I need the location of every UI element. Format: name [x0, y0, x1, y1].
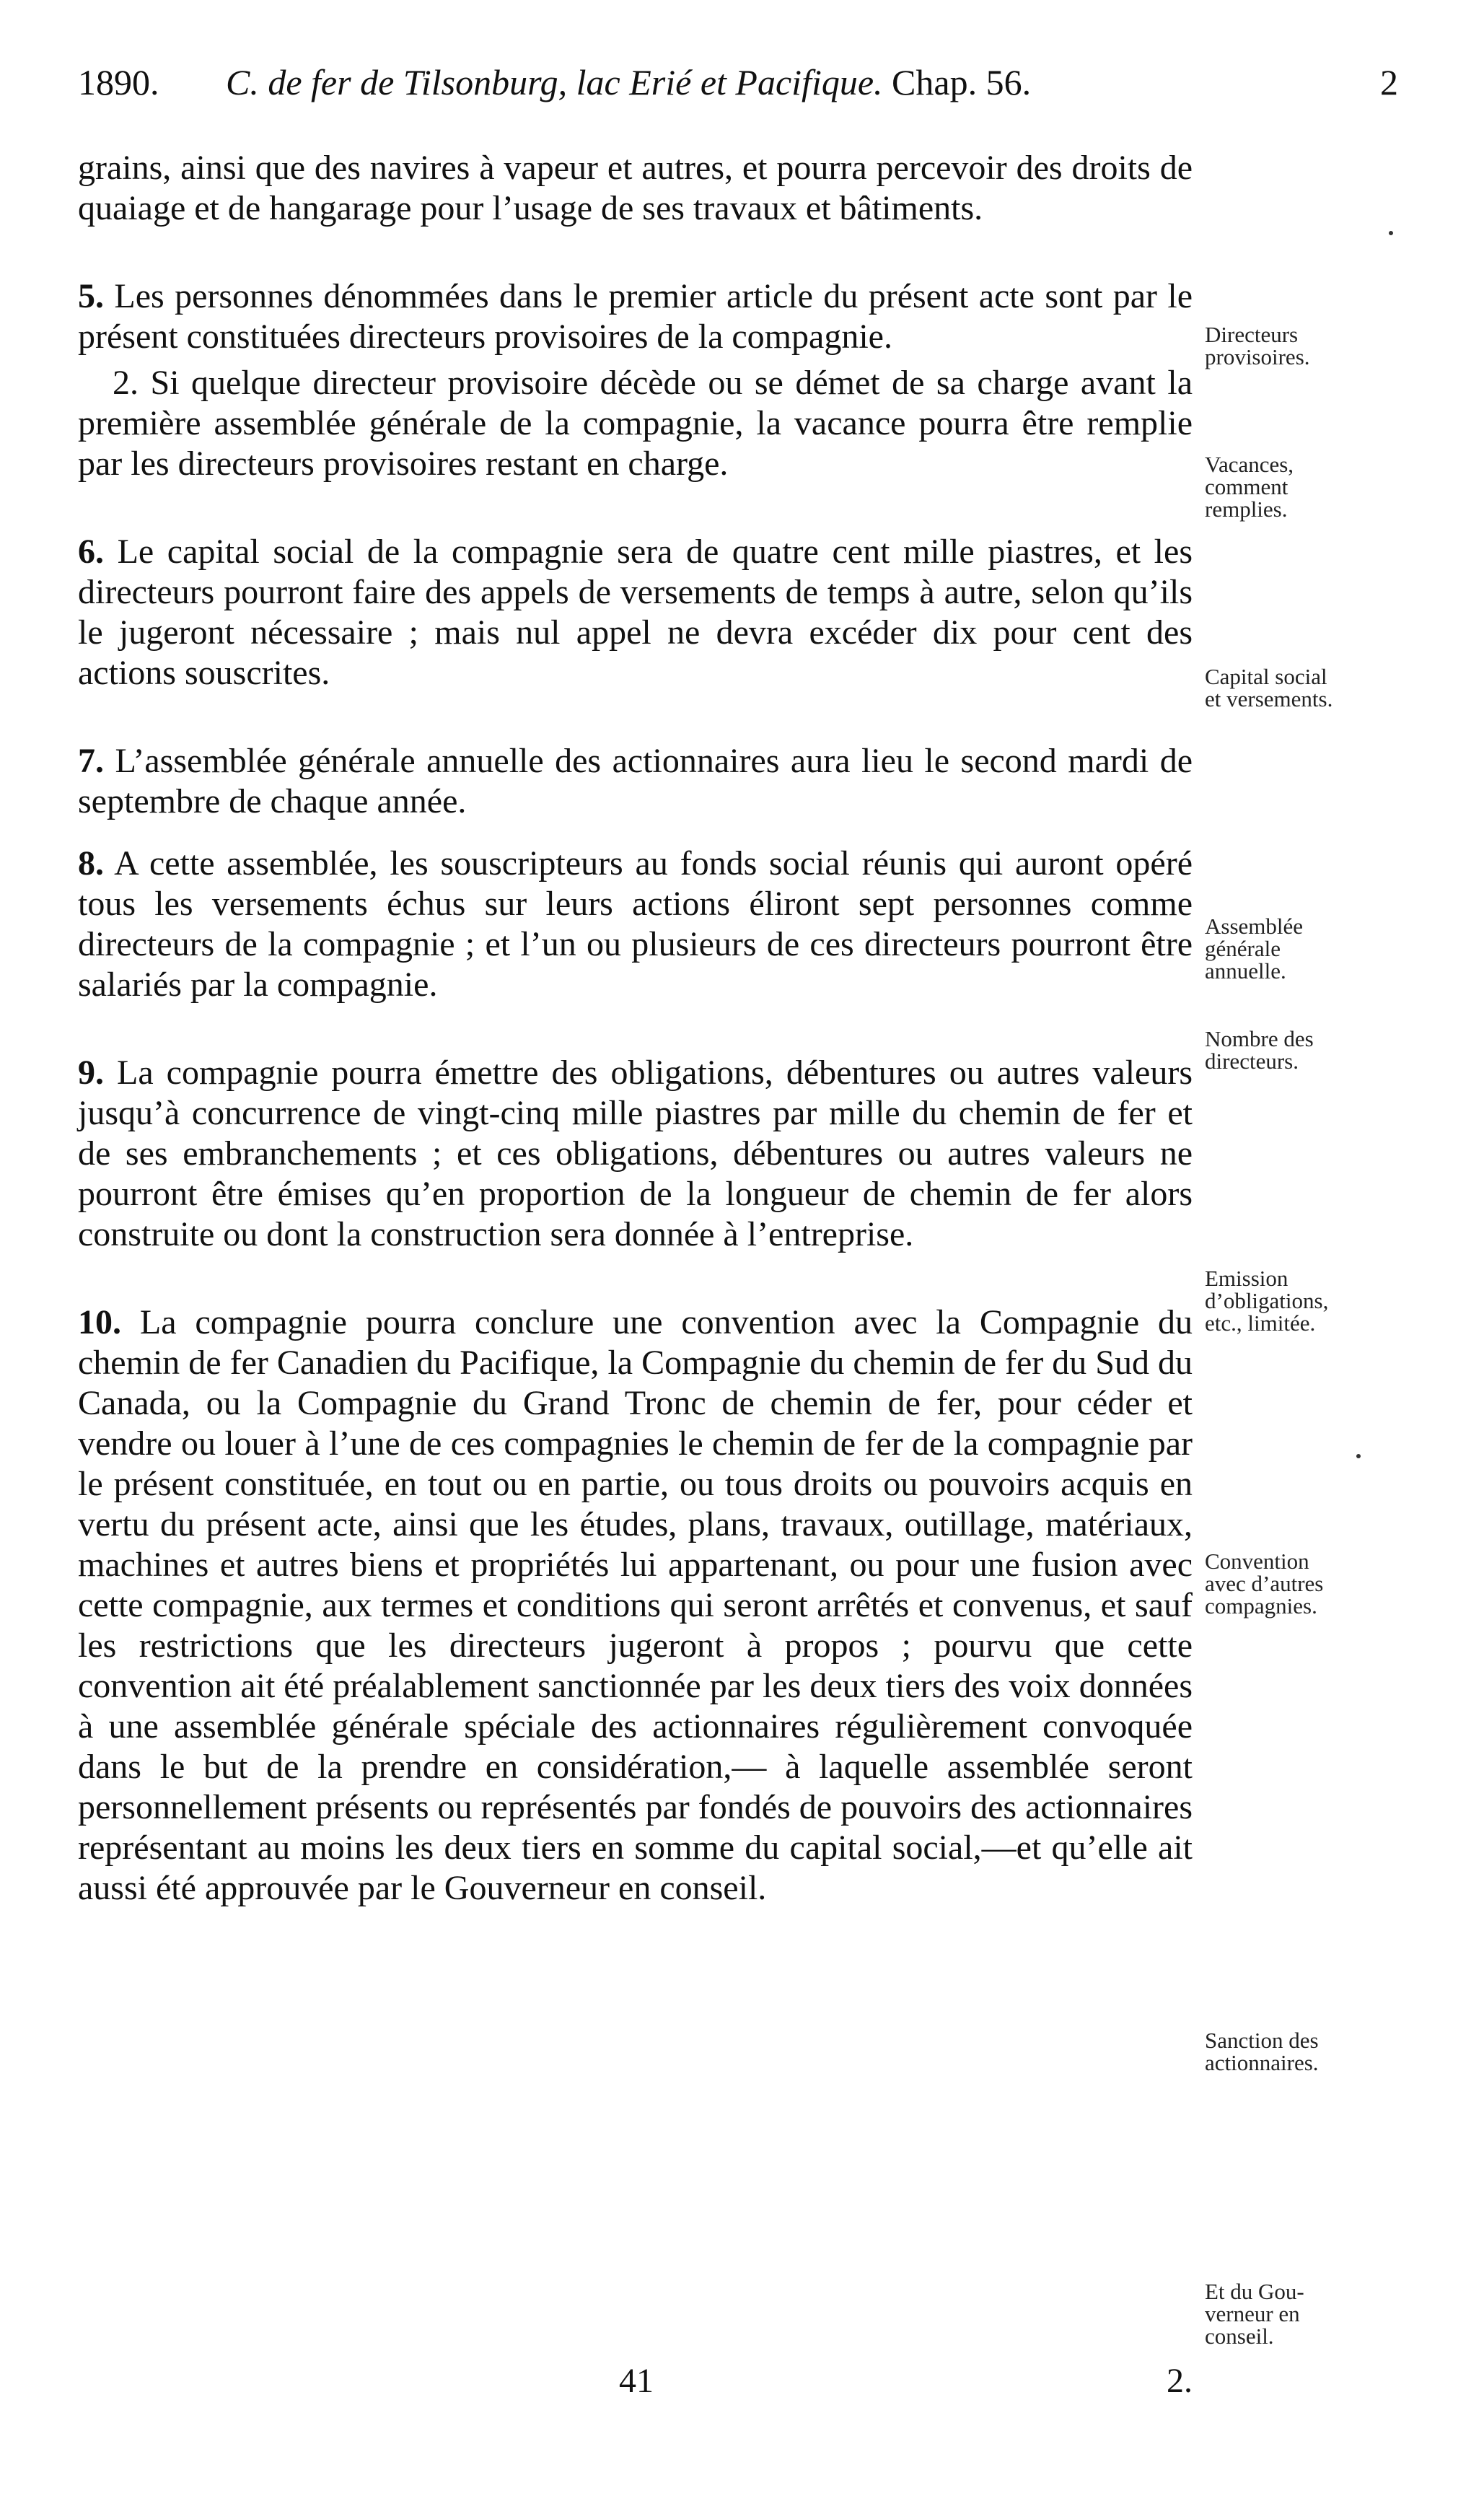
section-text: Le capital social de la compagnie sera de quatre cent mille piastres, et les directeurs pourront faire des appels de versements de temps à autre, selon qu’ils le jugeront nécessaire ; mais nul appel ne devra excéder dix pour cent des actions souscrites. — [78, 533, 1193, 692]
section-6 — [78, 532, 1193, 693]
page-footer — [78, 2361, 1193, 2404]
header-title-text: C. de fer de Tilsonburg, lac Erié et Pacifique. — [226, 62, 883, 102]
body-text — [78, 148, 1193, 1909]
header-page-number: 2 — [1380, 62, 1398, 102]
section-text: Si quelque directeur provisoire décède ou se démet de sa charge avant la première assemblée générale de la compagnie, la vacance pourra être remplie par les directeurs provisoires restant en charge. — [78, 364, 1193, 483]
footer-sheet-number: 2. — [1167, 2362, 1193, 2400]
margin-note-gouverneur: Et du Gou- verneur en conseil. — [1205, 2279, 1304, 2349]
section-text: A cette assemblée, les souscripteurs au fonds social réunis qui auront opéré tous les versements échus sur leurs actions éliront sept personnes comme directeurs de la compagnie ; et l’un ou plusieurs de ces directeurs pourront être salariés par la compagnie. — [78, 844, 1193, 1004]
margin-note-convention: Convention avec d’autres compagnies. — [1205, 1549, 1324, 1619]
margin-note-nombre: Nombre des directeurs. — [1205, 1026, 1314, 1074]
section-9 — [78, 1053, 1193, 1255]
section-number: 10. — [78, 1303, 121, 1341]
section-text: Les personnes dénommées dans le premier article du présent acte sont par le présent constituées directeurs provisoires de la compagnie. — [78, 277, 1193, 356]
section-number: 9. — [78, 1054, 104, 1092]
section-10 — [78, 1302, 1193, 1909]
section-number: 8. — [78, 844, 104, 882]
subsection-number: 2. — [113, 364, 139, 402]
section-7 — [78, 741, 1193, 822]
margin-note-sanction: Sanction des actionnaires. — [1205, 2028, 1319, 2075]
margin-note-directeurs: Directeurs provisoires. — [1205, 322, 1310, 369]
section-text: L’assemblée générale annuelle des actionnaires aura lieu le second mardi de septembre de chaque année. — [78, 742, 1193, 820]
ink-speck — [1356, 1454, 1361, 1458]
running-header — [78, 61, 1398, 112]
intro-paragraph: grains, ainsi que des navires à vapeur et autres, et pourra percevoir des droits de quaiage et de hangarage pour l’usage de ses travaux et bâtiments. — [78, 149, 1193, 227]
ink-speck — [1389, 231, 1393, 235]
section-5 — [78, 276, 1193, 357]
margin-note-vacances: Vacances, comment remplies. — [1205, 452, 1294, 522]
section-text: La compagnie pourra conclure une convention avec la Compagnie du chemin de fer Canadien du Pacifique, la Compagnie du chemin de fer du Sud du Canada, ou la Compagnie du Grand Tronc de chemin de fer, pour céder et vendre ou louer à l’une de ces compagnies le chemin de fer de la compagnie par le présent constituée, en tout ou en partie, ou tous droits ou pouvoirs acquis en vertu du présent acte, ainsi que les études, plans, travaux, outillage, matériaux, machines et autres biens et propriétés lui appartenant, ou pour une fusion avec cette compagnie, aux termes et conditions qui seront arrêtés et convenus, et sauf les restrictions que les directeurs jugeront à propos ; pourvu que cette convention ait été préalablement sanctionnée par les deux tiers des voix données à une assemblée générale spéciale des actionnaires régulièrement convoquée dans le but de la prendre en considération,— à laquelle assemblée seront personnellement présents ou représentés par fondés de pouvoirs des actionnaires représentant au moins les deux tiers en somme du capital social,—et qu’elle ait aussi été approuvée par le Gouverneur en conseil. — [78, 1303, 1193, 1907]
header-year: 1890. — [78, 62, 159, 102]
section-number: 7. — [78, 742, 104, 780]
margin-note-assemblee: Assemblée générale annuelle. — [1205, 914, 1304, 984]
section-5-2 — [78, 363, 1193, 484]
margin-note-capital: Capital social et versements. — [1205, 664, 1333, 711]
footer-signature-number: 41 — [619, 2362, 654, 2400]
section-text: La compagnie pourra émettre des obligations, débentures ou autres valeurs jusqu’à concurrence de vingt-cinq mille piastres par mille du chemin de fer et de ses embranchements ; et ces obligations, débentures ou autres valeurs ne pourront être émises qu’en proportion de la longueur de chemin de fer alors construite ou dont la construction sera donnée à l’entreprise. — [78, 1054, 1193, 1253]
section-8 — [78, 844, 1193, 1005]
margin-note-emission: Emission d’obligations, etc., limitée. — [1205, 1266, 1329, 1336]
section-number: 6. — [78, 533, 104, 571]
header-title — [226, 61, 1031, 103]
section-number: 5. — [78, 277, 104, 315]
header-chapter: Chap. 56. — [892, 62, 1032, 102]
